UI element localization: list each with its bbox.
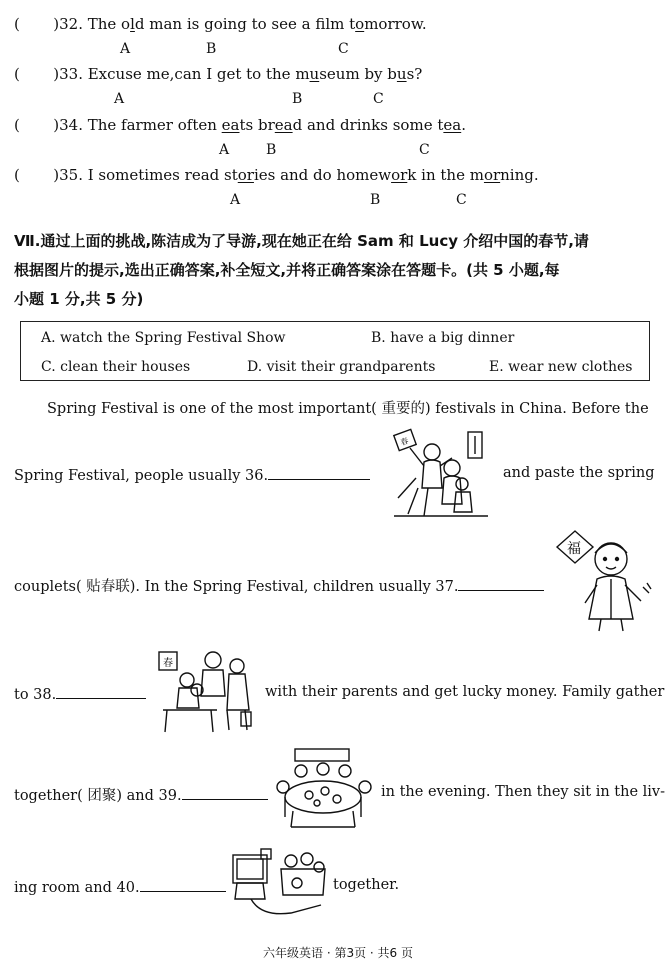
option-c: C. clean their houses (41, 359, 191, 375)
underlined-letters: or (483, 166, 501, 184)
text-segment: Excuse me,can I get to the m (87, 65, 310, 83)
passage-line-5b: in the evening. Then they sit in the liv- (381, 784, 666, 800)
section-7-line-2: 根据图片的提示,选出正确答案,补全短文,并将正确答案涂在答题卡。(共 5 小题,每 (14, 261, 560, 279)
underlined-letters: ea (274, 116, 293, 134)
text-segment: d man is going to see a film t (134, 15, 356, 33)
text-segment: d and drinks some t (292, 116, 444, 134)
question-34: ( )34. The farmer often eats bread and drinks some tea. (14, 116, 466, 134)
passage-text: ing room and 40. (14, 880, 140, 896)
question-text (88, 116, 466, 134)
underlined-letters: or (391, 166, 408, 184)
question-text (88, 15, 427, 33)
passage-line-5a (14, 784, 268, 805)
label-c: C (338, 41, 349, 57)
section-7-line-3: 小题 1 分,共 5 分) (14, 290, 144, 308)
label-b: B (370, 192, 381, 208)
question-text (88, 65, 423, 83)
label-a: A (120, 41, 131, 57)
passage-line-6b: together. (333, 877, 400, 893)
answer-paren[interactable]: ( ) (14, 166, 60, 184)
option-d: D. visit their grandparents (247, 359, 436, 375)
section-7-line-1: Ⅶ.通过上面的挑战,陈洁成为了导游,现在她正在给 Sam 和 Lucy 介绍中国的春节,请 (14, 232, 589, 250)
label-c: C (456, 192, 467, 208)
label-a: A (219, 142, 230, 158)
question-number: 34 (59, 116, 79, 134)
text-segment: ts br (239, 116, 275, 134)
answer-paren[interactable]: ( ) (14, 65, 60, 83)
question-number: 33 (59, 65, 79, 83)
option-a: A. watch the Spring Festival Show (41, 330, 286, 346)
question-number: 32 (59, 15, 79, 33)
cleaning-house-illustration (388, 428, 496, 520)
passage-line-4b: with their parents and get lucky money. Family gather (265, 684, 665, 700)
passage-line-3 (14, 575, 544, 596)
text-segment: seum by b (319, 65, 397, 83)
question-33: ( )33. Excuse me,can I get to the museum by bus? (14, 65, 423, 83)
label-a: A (114, 91, 125, 107)
underlined-letters: or (237, 166, 254, 184)
question-35: ( )35. I sometimes read stories and do homework in the morning. (14, 166, 539, 184)
page-footer: 六年级英语 · 第3页 · 共6 页 (263, 946, 413, 960)
underlined-letters: o (355, 15, 365, 33)
underlined-letters: u (309, 65, 320, 83)
blank-38[interactable] (56, 684, 146, 699)
passage-text: together( 团聚) and 39. (14, 788, 182, 804)
fu-character: 福 (567, 541, 581, 557)
label-b: B (206, 41, 217, 57)
child-new-clothes-illustration (553, 527, 657, 635)
passage-line-2b: and paste the spring (503, 465, 655, 481)
passage-text: to 38. (14, 687, 57, 703)
passage-line-4a (14, 684, 146, 703)
passage-line-2a (14, 465, 370, 484)
passage-text: Spring Festival, people usually 36. (14, 468, 269, 484)
underlined-letters: ea (221, 116, 240, 134)
text-segment: The o (87, 15, 131, 33)
big-dinner-illustration (271, 747, 375, 831)
option-b: B. have a big dinner (371, 330, 515, 346)
text-segment: ies and do homew (253, 166, 392, 184)
answer-paren[interactable]: ( ) (14, 116, 60, 134)
label-b: B (292, 91, 303, 107)
text-segment: I sometimes read st (87, 166, 238, 184)
blank-36[interactable] (268, 465, 370, 480)
answer-paren[interactable]: ( ) (14, 15, 60, 33)
text-segment: morrow. (364, 15, 427, 33)
underlined-letters: l (130, 15, 135, 33)
options-box (20, 321, 650, 381)
blank-40[interactable] (140, 877, 226, 892)
text-segment: s? (406, 65, 423, 83)
underlined-letters: u (396, 65, 407, 83)
option-e: E. wear new clothes (489, 359, 633, 375)
text-segment: ning. (500, 166, 539, 184)
underlined-letters: ea (443, 116, 462, 134)
watch-show-illustration (231, 847, 327, 921)
label-c: C (373, 91, 384, 107)
svg-text:春: 春 (399, 436, 410, 448)
label-b: B (266, 142, 277, 158)
passage-line-6a (14, 877, 226, 896)
chun-character: 春 (163, 658, 173, 669)
label-a: A (230, 192, 241, 208)
question-text (88, 166, 539, 184)
label-c: C (419, 142, 430, 158)
question-32: ( )32. The old man is going to see a film tomorrow. (14, 15, 427, 33)
blank-37[interactable] (458, 576, 544, 591)
question-number: 35 (59, 166, 79, 184)
text-segment: . (461, 116, 466, 134)
visit-grandparents-illustration (157, 650, 257, 734)
text-segment: k in the m (407, 166, 484, 184)
passage-text: couplets( 贴春联). In the Spring Festival, children usually 37. (14, 579, 459, 595)
passage-line-1: Spring Festival is one of the most important( 重要的) festivals in China. Before the (47, 401, 649, 417)
blank-39[interactable] (182, 785, 268, 800)
text-segment: The farmer often (87, 116, 222, 134)
